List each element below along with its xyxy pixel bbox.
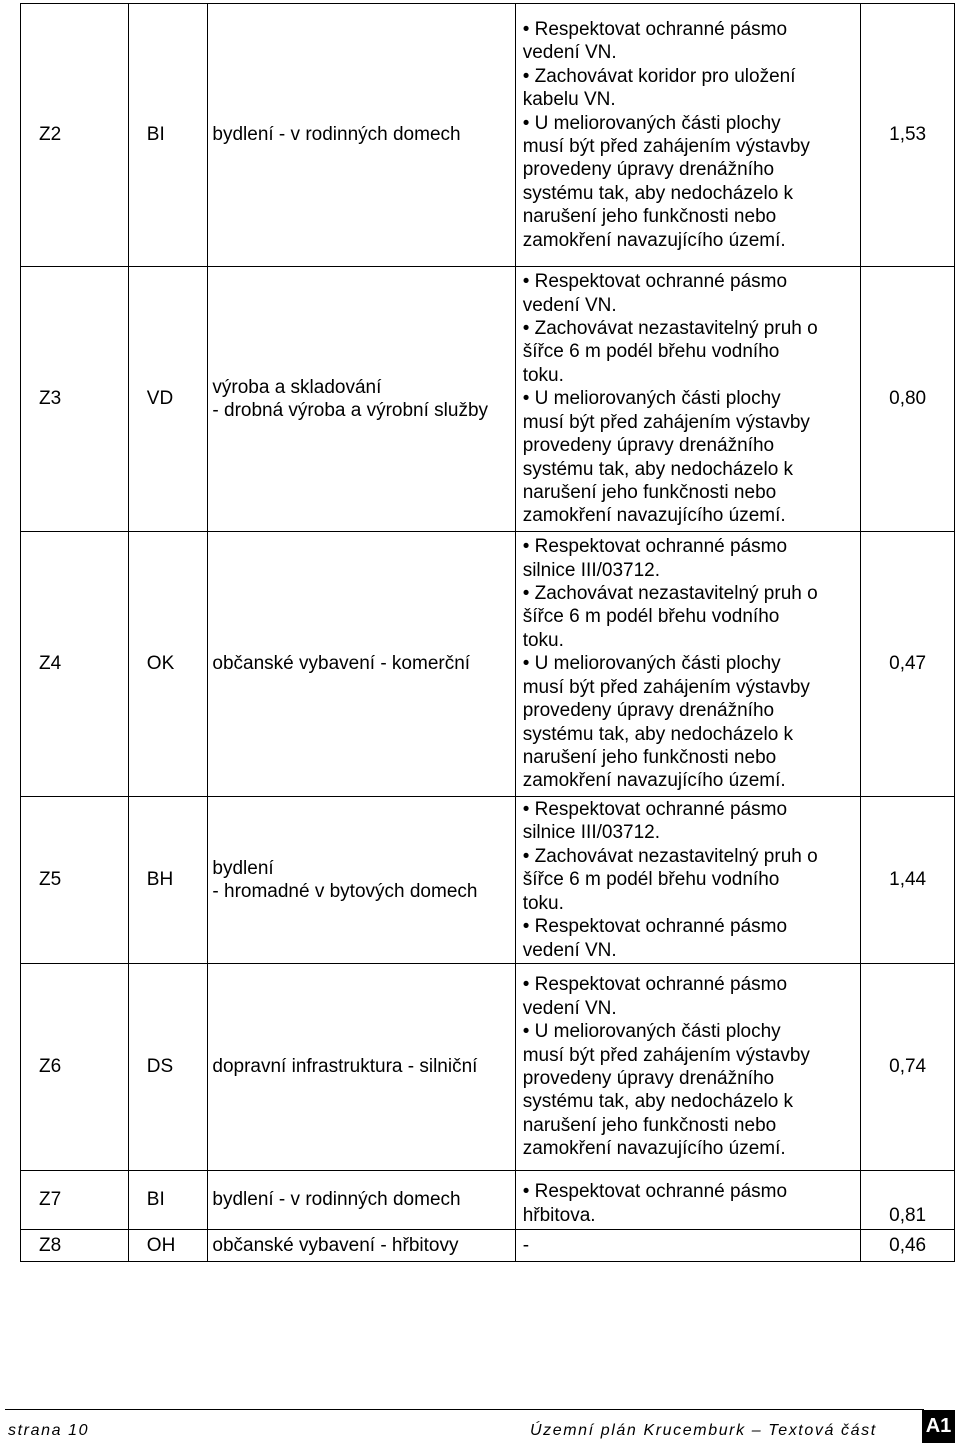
table-row — [21, 797, 955, 964]
zone-conditions — [515, 532, 861, 797]
page-number: strana 10 — [8, 1422, 90, 1439]
condition-item: • Respektovat ochranné pásmo silnice III/03712. — [523, 798, 861, 845]
zone-conditions: - — [515, 1230, 861, 1262]
zone-conditions — [515, 267, 861, 532]
zone-type: DS — [128, 964, 208, 1171]
zone-type: BI — [128, 4, 208, 267]
zone-type: BI — [128, 1171, 208, 1230]
zone-code: Z6 — [21, 964, 129, 1171]
zone-area: 0,46 — [861, 1230, 955, 1262]
zone-code: Z2 — [21, 4, 129, 267]
condition-item: • U meliorovaných části plochy musí být před zahájením výstavby provedeny úpravy drenážního systému tak, aby nedocházelo k narušení jeho funkčnosti nebo zamokření navazujícího území. — [523, 112, 861, 252]
condition-item: • Zachovávat koridor pro uložení kabelu VN. — [523, 65, 861, 112]
condition-item: • U meliorovaných části plochy musí být před zahájením výstavby provedeny úpravy drenážního systému tak, aby nedocházelo k narušení jeho funkčnosti nebo zamokření navazujícího území. — [523, 1020, 861, 1160]
zone-use: dopravní infrastruktura - silniční — [208, 964, 515, 1171]
zone-use: občanské vybavení - hřbitovy — [208, 1230, 515, 1262]
condition-item: • Zachovávat nezastavitelný pruh o šířce 6 m podél břehu vodního toku. — [523, 582, 861, 652]
table-row — [21, 1230, 955, 1262]
table-row — [21, 532, 955, 797]
condition-item: • U meliorovaných části plochy musí být před zahájením výstavby provedeny úpravy drenážního systému tak, aby nedocházelo k narušení jeho funkčnosti nebo zamokření navazujícího území. — [523, 387, 861, 527]
zones-table — [20, 3, 955, 1262]
condition-item: • Respektovat ochranné pásmo hřbitova. — [523, 1180, 861, 1227]
condition-item: • Zachovávat nezastavitelný pruh o šířce 6 m podél břehu vodního toku. — [523, 317, 861, 387]
zone-use: výroba a skladování - drobná výroba a výrobní služby — [208, 267, 515, 532]
condition-item: • Respektovat ochranné pásmo silnice III/03712. — [523, 535, 861, 582]
zone-use: občanské vybavení - komerční — [208, 532, 515, 797]
zone-conditions — [515, 4, 861, 267]
zone-use: bydlení - v rodinných domech — [208, 4, 515, 267]
condition-item: • U meliorovaných části plochy musí být před zahájením výstavby provedeny úpravy drenážního systému tak, aby nedocházelo k narušení jeho funkčnosti nebo zamokření navazujícího území. — [523, 652, 861, 792]
document-title: Územní plán Krucemburk – Textová část — [530, 1422, 877, 1439]
condition-item: • Zachovávat nezastavitelný pruh o šířce 6 m podél břehu vodního toku. — [523, 845, 861, 915]
zone-area: 0,47 — [861, 532, 955, 797]
zone-conditions — [515, 797, 861, 964]
zone-area: 1,44 — [861, 797, 955, 964]
zone-area: 1,53 — [861, 4, 955, 267]
zone-use: bydlení - v rodinných domech — [208, 1171, 515, 1230]
zone-code: Z3 — [21, 267, 129, 532]
zone-area: 0,80 — [861, 267, 955, 532]
zone-code: Z8 — [21, 1230, 129, 1262]
zone-area: 0,81 — [861, 1171, 955, 1230]
zone-area: 0,74 — [861, 964, 955, 1171]
zone-type: OH — [128, 1230, 208, 1262]
condition-item: • Respektovat ochranné pásmo vedení VN. — [523, 973, 861, 1020]
zone-conditions — [515, 964, 861, 1171]
table-row — [21, 4, 955, 267]
zone-type: BH — [128, 797, 208, 964]
zone-code: Z4 — [21, 532, 129, 797]
section-badge: A1 — [922, 1410, 955, 1443]
condition-item: • Respektovat ochranné pásmo vedení VN. — [523, 915, 861, 962]
zone-code: Z5 — [21, 797, 129, 964]
zone-use: bydlení - hromadné v bytových domech — [208, 797, 515, 964]
zone-type: VD — [128, 267, 208, 532]
table-row — [21, 964, 955, 1171]
table-row — [21, 267, 955, 532]
zone-conditions — [515, 1171, 861, 1230]
condition-item: • Respektovat ochranné pásmo vedení VN. — [523, 18, 861, 65]
footer-divider — [5, 1409, 924, 1410]
condition-item: • Respektovat ochranné pásmo vedení VN. — [523, 270, 861, 317]
table-row — [21, 1171, 955, 1230]
zone-type: OK — [128, 532, 208, 797]
zone-code: Z7 — [21, 1171, 129, 1230]
